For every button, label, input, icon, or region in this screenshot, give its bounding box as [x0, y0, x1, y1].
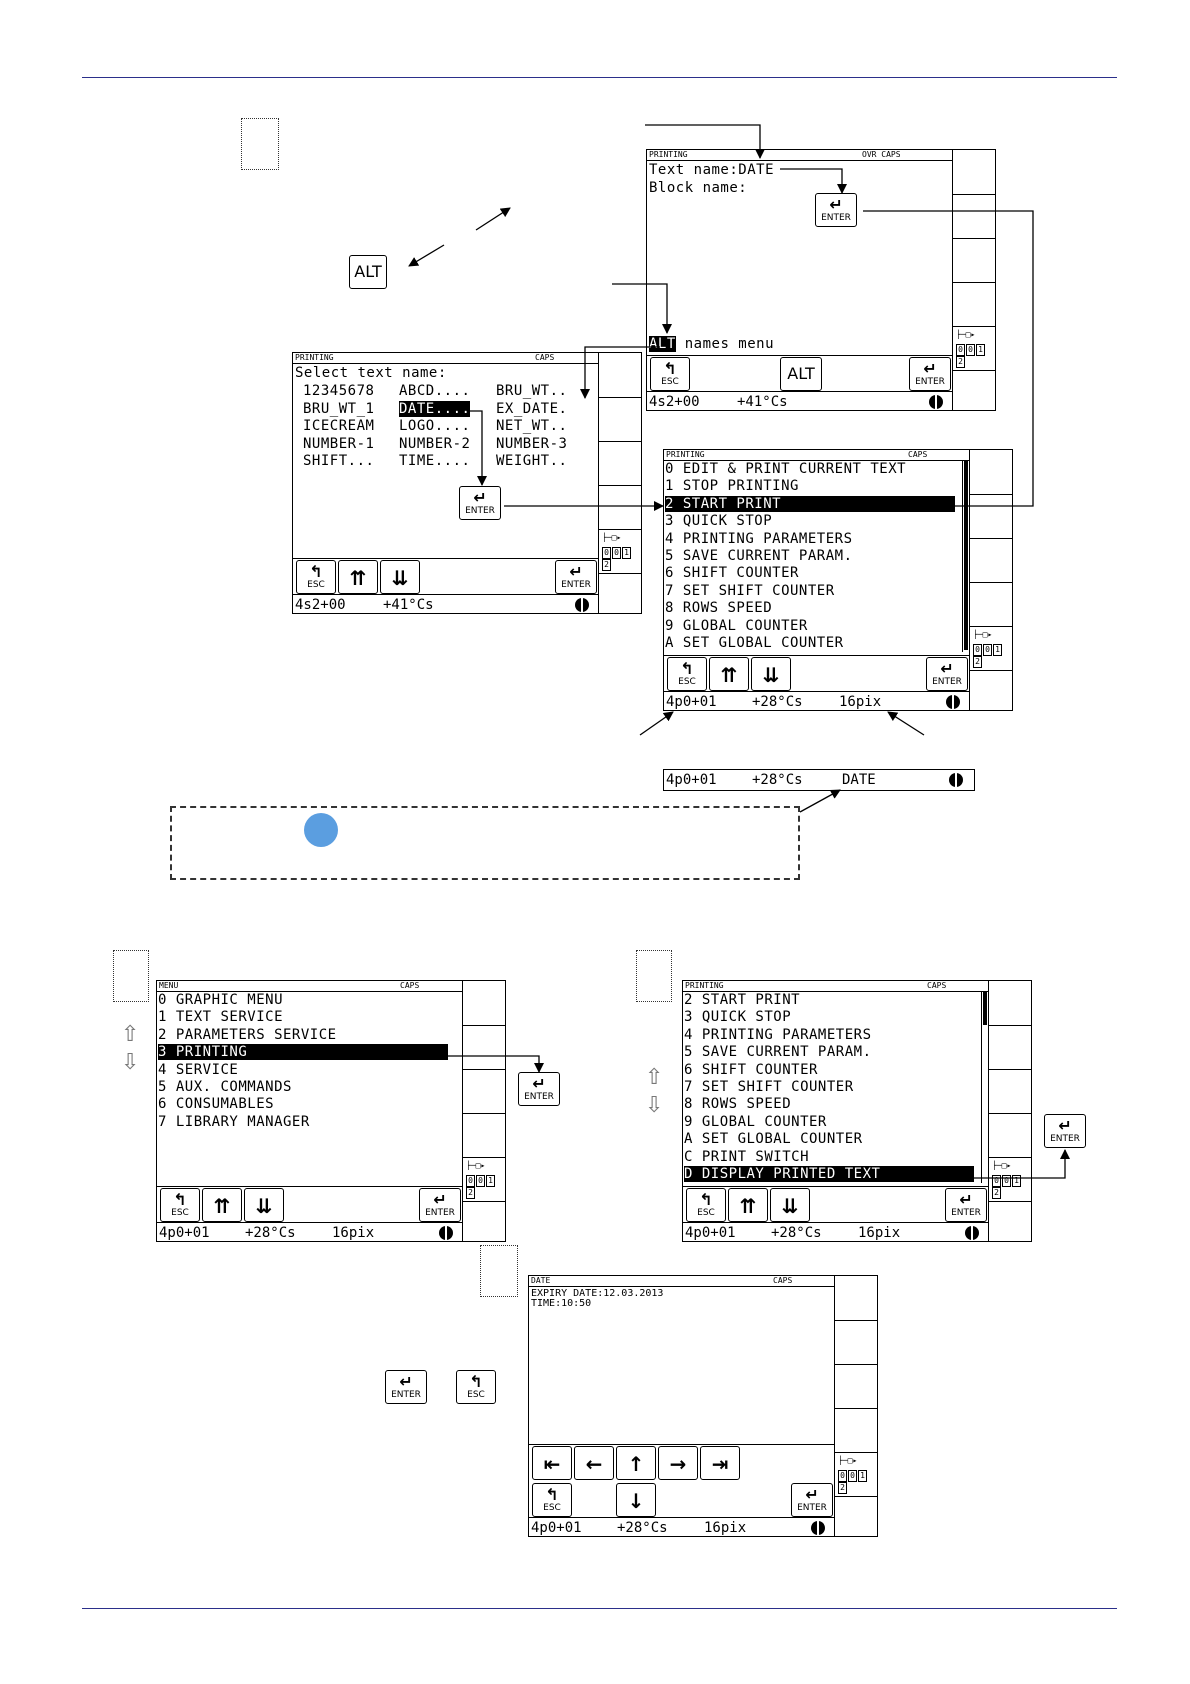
text-name-option[interactable]: WEIGHT.. — [496, 453, 568, 469]
menu-item[interactable]: 8 ROWS SPEED — [684, 1096, 792, 1113]
connector-arrow — [888, 712, 924, 735]
text-name-option[interactable]: TIME.... — [399, 453, 471, 469]
screen-header-title: PRINTING — [295, 353, 334, 362]
counter-digits: 0 0 12 — [956, 344, 995, 368]
enter-icon: ↵ — [532, 1074, 546, 1093]
time-line: TIME:10:50 — [531, 1298, 592, 1309]
menu-item[interactable]: 1 TEXT SERVICE — [158, 1009, 284, 1026]
double-up-arrow-icon: ⇈ — [349, 566, 367, 590]
connector-arrow — [470, 411, 482, 485]
enter-icon: ↵ — [1058, 1116, 1072, 1135]
up-arrow-icon: ⇧ — [645, 1065, 664, 1090]
connector-arrow — [409, 245, 444, 266]
menu-item[interactable]: 0 GRAPHIC MENU — [158, 992, 284, 1008]
status-pix: 16pix — [839, 694, 882, 710]
enter-icon: ↵ — [829, 195, 843, 214]
counter-icon: ├─□▸ — [992, 1161, 1012, 1170]
esc-label: ESC — [678, 677, 696, 687]
text-name-option[interactable]: ICECREAM — [303, 418, 375, 434]
status-head: 4s2+00 — [295, 597, 346, 613]
menu-item[interactable]: 4 PRINTING PARAMETERS — [665, 530, 853, 547]
menu-item[interactable]: 7 LIBRARY MANAGER — [158, 1113, 310, 1130]
enter-label: ENTER — [425, 1208, 455, 1218]
menu-item[interactable]: 7 SET SHIFT COUNTER — [665, 582, 835, 599]
menu-item[interactable]: 9 GLOBAL COUNTER — [684, 1113, 827, 1130]
esc-label: ESC — [697, 1208, 715, 1218]
text-name-option[interactable]: NET_WT.. — [496, 418, 568, 434]
double-up-arrow-icon: ⇈ — [739, 1194, 757, 1218]
esc-label: ESC — [661, 377, 679, 387]
alt-names-menu-text: names menu — [675, 336, 775, 352]
connector-arrow — [430, 1056, 539, 1072]
esc-icon: ↰ — [680, 659, 694, 678]
block-name-line: Block name: — [649, 180, 748, 196]
text-name-option[interactable]: ABCD.... — [399, 383, 471, 399]
text-name-option[interactable]: SHIFT... — [303, 453, 375, 469]
text-name-line: Text name:DATE — [649, 162, 775, 178]
connector-arrow — [962, 1150, 1065, 1178]
status-temp: +28°Cs — [771, 1225, 822, 1241]
status-temp: +41°Cs — [737, 394, 788, 410]
screen-header-title: PRINTING — [649, 150, 688, 159]
enter-icon: ↵ — [399, 1372, 413, 1391]
text-name-option[interactable]: BRU_WT_1 — [303, 400, 375, 417]
status-head: 4p0+01 — [666, 772, 717, 788]
enter-icon: ↵ — [473, 488, 487, 507]
enter-icon: ↵ — [940, 659, 954, 678]
down-arrow-icon: ↓ — [627, 1489, 645, 1513]
screen-header-title: PRINTING — [666, 450, 705, 459]
screen-header-mode: OVR CAPS — [862, 150, 901, 159]
enter-icon: ↵ — [805, 1485, 819, 1504]
text-name-option[interactable]: 12345678 — [303, 383, 375, 399]
menu-item[interactable]: 7 SET SHIFT COUNTER — [684, 1079, 854, 1095]
enter-icon: ↵ — [959, 1190, 973, 1209]
menu-item[interactable]: 4 SERVICE — [158, 1061, 239, 1078]
double-up-arrow-icon: ⇈ — [720, 663, 738, 687]
enter-label: ENTER — [391, 1390, 421, 1400]
status-temp: +41°Cs — [383, 597, 434, 613]
menu-item[interactable]: D DISPLAY PRINTED TEXT — [684, 1166, 974, 1182]
esc-label: ESC — [307, 580, 325, 590]
connector-arrow — [800, 790, 840, 812]
enter-label: ENTER — [465, 506, 495, 516]
menu-item[interactable]: 8 ROWS SPEED — [665, 600, 773, 617]
menu-item[interactable]: 5 AUX. COMMANDS — [158, 1079, 292, 1095]
enter-label: ENTER — [932, 677, 962, 687]
screen-header-mode: CAPS — [535, 353, 555, 362]
menu-item[interactable]: 6 SHIFT COUNTER — [665, 565, 799, 582]
text-name-option[interactable]: DATE.... — [399, 400, 471, 417]
connector-arrow — [780, 169, 842, 193]
status-text-name: DATE — [842, 772, 876, 788]
menu-item[interactable]: 3 PRINTING — [158, 1044, 448, 1060]
counter-icon: ├─□▸ — [956, 330, 976, 339]
menu-item[interactable]: 2 START PRINT — [665, 496, 955, 512]
enter-label: ENTER — [797, 1503, 827, 1513]
counter-icon: ├─□▸ — [602, 533, 622, 542]
esc-icon: ↰ — [469, 1372, 483, 1391]
status-pix: 16pix — [704, 1520, 747, 1536]
status-head: 4p0+01 — [685, 1225, 736, 1241]
connector-arrow — [645, 125, 760, 158]
counter-digits: 0 0 12 — [973, 644, 1012, 668]
enter-icon: ↵ — [433, 1190, 447, 1209]
double-down-arrow-icon: ⇊ — [781, 1194, 799, 1218]
esc-icon: ↰ — [309, 562, 323, 581]
select-title: Select text name: — [295, 365, 447, 381]
double-down-arrow-icon: ⇊ — [255, 1194, 273, 1218]
connector-arrow — [640, 712, 673, 735]
counter-icon: ├─□▸ — [973, 630, 993, 639]
menu-item[interactable]: A SET GLOBAL COUNTER — [684, 1131, 863, 1148]
menu-item[interactable]: 5 SAVE CURRENT PARAM. — [665, 548, 853, 564]
menu-item[interactable]: 6 SHIFT COUNTER — [684, 1061, 818, 1078]
counter-icon: ├─□▸ — [466, 1161, 486, 1170]
menu-item[interactable]: 9 GLOBAL COUNTER — [665, 617, 808, 634]
expiry-date-line: EXPIRY DATE:12.03.2013 — [531, 1288, 664, 1299]
down-arrow-icon: ⇩ — [121, 1050, 140, 1075]
esc-icon: ↰ — [173, 1190, 187, 1209]
esc-icon: ↰ — [545, 1485, 559, 1504]
text-name-option[interactable]: NUMBER-1 — [303, 435, 375, 452]
status-head: 4p0+01 — [159, 1225, 210, 1241]
esc-icon: ↰ — [699, 1190, 713, 1209]
esc-label: ESC — [543, 1503, 561, 1513]
last-icon: ⇥ — [711, 1452, 729, 1476]
screen-header-mode: CAPS — [773, 1276, 793, 1285]
text-name-option[interactable]: NUMBER-3 — [496, 435, 568, 452]
status-temp: +28°Cs — [617, 1520, 668, 1536]
connector-arrow — [612, 284, 667, 333]
double-down-arrow-icon: ⇊ — [762, 663, 780, 687]
screen-header-title: PRINTING — [685, 981, 724, 990]
counter-digits: 0 0 12 — [602, 547, 641, 571]
menu-item[interactable]: A SET GLOBAL COUNTER — [665, 635, 844, 651]
enter-label: ENTER — [951, 1208, 981, 1218]
counter-digits: 0 0 12 — [466, 1175, 505, 1199]
esc-label: ESC — [171, 1208, 189, 1218]
alt-highlight: ALT — [649, 336, 676, 352]
alt-key-label: ALT — [354, 262, 382, 281]
menu-item[interactable]: 2 PARAMETERS SERVICE — [158, 1026, 337, 1043]
menu-item[interactable]: 3 QUICK STOP — [665, 513, 773, 530]
status-head: 4p0+01 — [531, 1520, 582, 1536]
screen-header-mode: CAPS — [908, 450, 928, 459]
counter-icon: ├─□▸ — [838, 1456, 858, 1465]
left-arrow-icon: ← — [585, 1452, 603, 1476]
enter-icon: ↵ — [923, 359, 937, 378]
enter-label: ENTER — [821, 213, 851, 223]
menu-item[interactable]: 5 SAVE CURRENT PARAM. — [684, 1044, 872, 1061]
double-down-arrow-icon: ⇊ — [391, 566, 409, 590]
esc-icon: ↰ — [663, 359, 677, 378]
enter-icon: ↵ — [569, 562, 583, 581]
text-name-option[interactable]: EX_DATE. — [496, 400, 568, 417]
menu-item[interactable]: C PRINT SWITCH — [684, 1148, 810, 1165]
status-temp: +28°Cs — [752, 694, 803, 710]
menu-item[interactable]: 0 EDIT & PRINT CURRENT TEXT — [665, 461, 907, 477]
enter-label: ENTER — [915, 377, 945, 387]
esc-label: ESC — [467, 1390, 485, 1400]
connector-arrow — [476, 208, 510, 230]
text-name-option[interactable]: BRU_WT.. — [496, 383, 568, 399]
screen-header-title: MENU — [159, 981, 179, 990]
menu-item[interactable]: 4 PRINTING PARAMETERS — [684, 1026, 872, 1043]
text-name-option[interactable]: NUMBER-2 — [399, 435, 471, 452]
connector-arrow — [585, 347, 660, 398]
status-temp: +28°Cs — [752, 772, 803, 788]
screen-header-title: DATE — [531, 1276, 551, 1285]
menu-item[interactable]: 2 START PRINT — [684, 992, 801, 1008]
right-arrow-icon: → — [669, 1452, 687, 1476]
screen-header-mode: CAPS — [400, 981, 420, 990]
up-arrow-icon: ↑ — [627, 1452, 645, 1476]
screen-header-mode: CAPS — [927, 981, 947, 990]
menu-item[interactable]: 6 CONSUMABLES — [158, 1096, 275, 1113]
double-up-arrow-icon: ⇈ — [213, 1194, 231, 1218]
counter-digits: 0 0 12 — [992, 1175, 1031, 1199]
down-arrow-icon: ⇩ — [645, 1093, 664, 1118]
status-temp: +28°Cs — [245, 1225, 296, 1241]
connector-arrow — [845, 211, 1033, 506]
status-head: 4s2+00 — [649, 394, 700, 410]
status-pix: 16pix — [858, 1225, 901, 1241]
enter-label: ENTER — [524, 1092, 554, 1102]
counter-digits: 0 0 12 — [838, 1470, 877, 1494]
menu-item[interactable]: 1 STOP PRINTING — [665, 478, 799, 495]
alt-button-label: ALT — [787, 364, 815, 383]
up-arrow-icon: ⇧ — [121, 1022, 140, 1047]
first-icon: ⇤ — [543, 1452, 561, 1476]
status-head: 4p0+01 — [666, 694, 717, 710]
status-pix: 16pix — [332, 1225, 375, 1241]
enter-label: ENTER — [1050, 1134, 1080, 1144]
text-name-option[interactable]: LOGO.... — [399, 418, 471, 434]
menu-item[interactable]: 3 QUICK STOP — [684, 1009, 792, 1026]
enter-label: ENTER — [561, 580, 591, 590]
